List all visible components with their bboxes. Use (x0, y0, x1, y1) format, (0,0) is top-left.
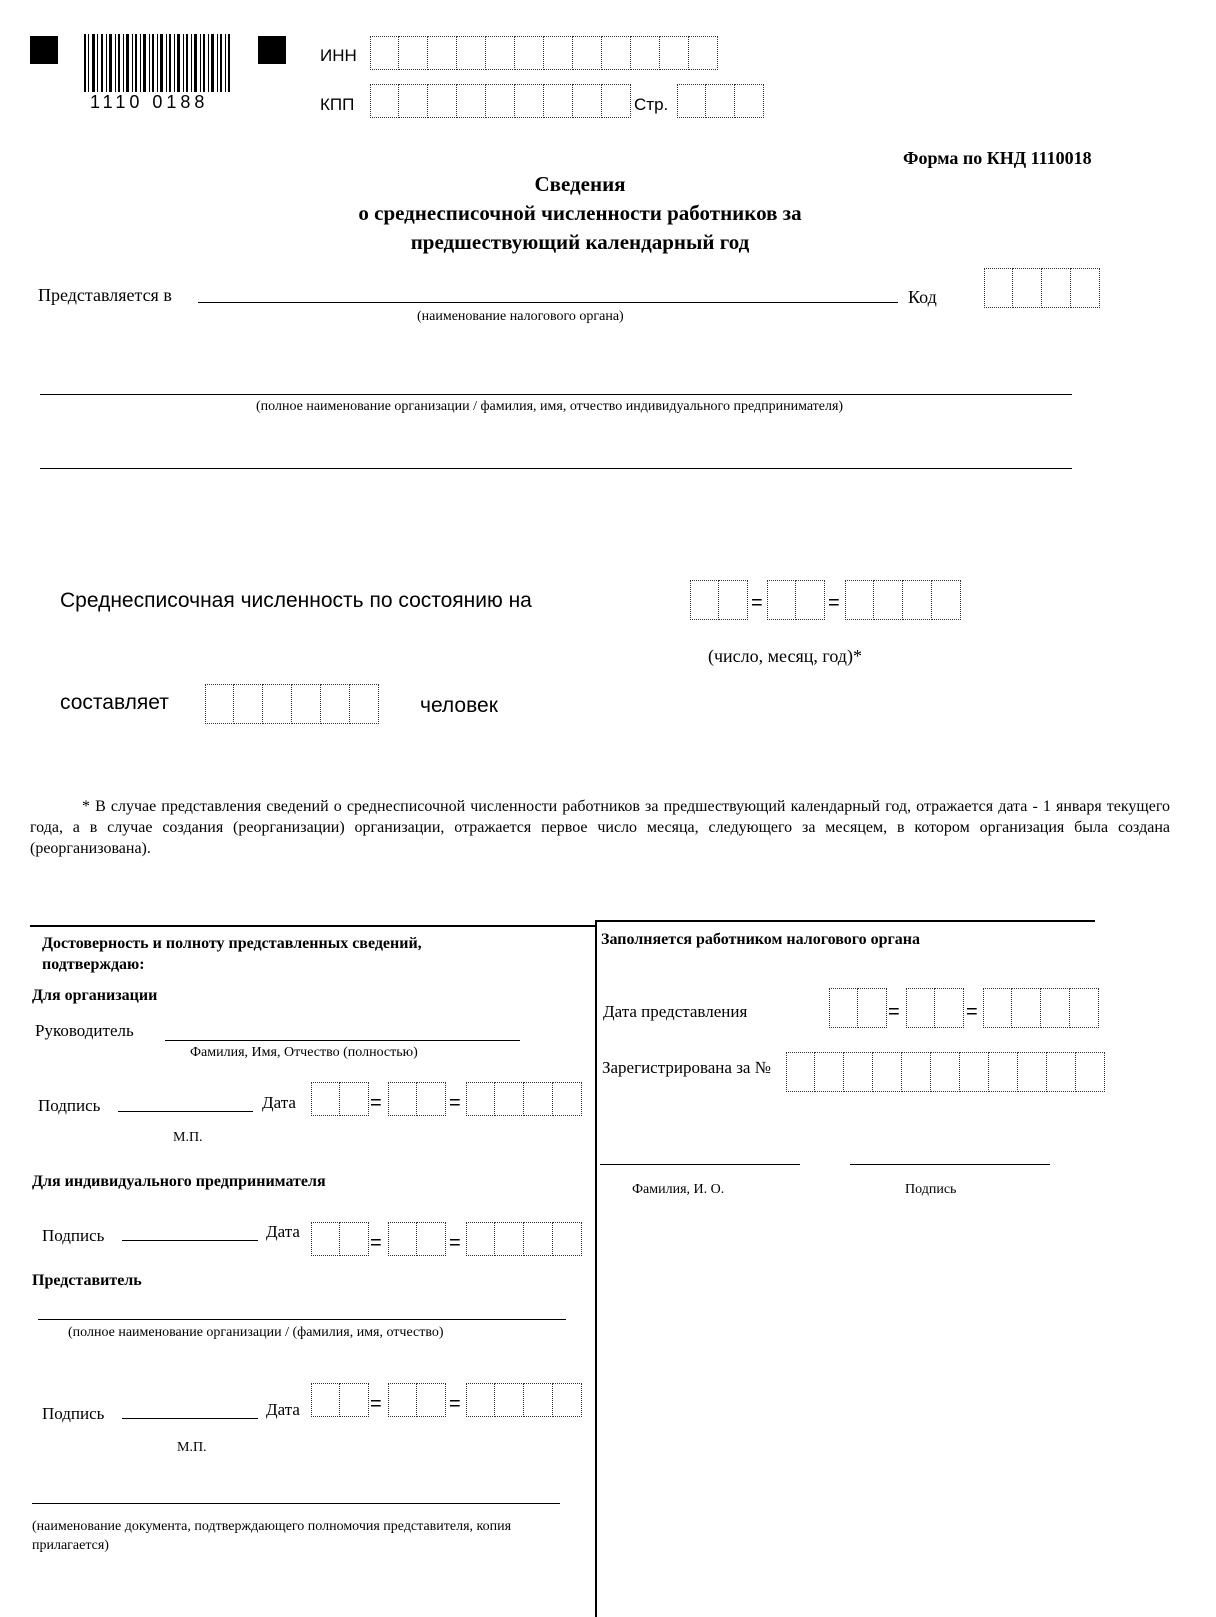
date-separator: = (828, 592, 840, 614)
inn-label: ИНН (320, 46, 357, 65)
date-separator: = (370, 1393, 382, 1415)
headcount-day-cells[interactable] (690, 580, 748, 620)
headcount-amount-cells[interactable] (205, 684, 379, 724)
stamp-placeholder: М.П. (173, 1130, 203, 1145)
code-label: Код (908, 287, 937, 307)
corner-marker-left (30, 36, 58, 64)
date-separator: = (449, 1232, 461, 1254)
org-year-cells[interactable] (466, 1082, 582, 1116)
ip-year-cells[interactable] (466, 1222, 582, 1256)
tax-authority-field[interactable] (198, 302, 898, 303)
amount-label: составляет (60, 691, 169, 714)
date-separator: = (370, 1092, 382, 1114)
date-separator: = (966, 1001, 978, 1023)
form-title (280, 170, 880, 257)
corner-marker-right (258, 36, 286, 64)
registered-label: Зарегистрирована за № (602, 1058, 771, 1077)
org-name-field-1[interactable] (40, 394, 1072, 395)
title-line-2: о среднесписочной численности работников за (358, 201, 802, 225)
tax-office-heading: Заполняется работником налогового органа (601, 931, 920, 948)
fio-caption: Фамилия, Имя, Отчество (полностью) (190, 1045, 418, 1060)
org-name-field-2[interactable] (40, 468, 1072, 469)
title-line-3: предшествующий календарный год (410, 230, 750, 254)
org-date-label: Дата (262, 1093, 296, 1112)
date-separator: = (449, 1393, 461, 1415)
barcode (84, 34, 232, 92)
rep-caption: (полное наименование организации / (фамилия, имя, отчество) (68, 1325, 444, 1340)
kpp-label: КПП (320, 95, 355, 114)
rep-date-label: Дата (266, 1400, 300, 1419)
stamp-placeholder: М.П. (177, 1440, 207, 1455)
org-signature-label: Подпись (38, 1096, 101, 1115)
org-month-cells[interactable] (388, 1082, 446, 1116)
headcount-month-cells[interactable] (767, 580, 825, 620)
date-separator: = (370, 1232, 382, 1254)
for-ip-heading: Для индивидуального предпринимателя (32, 1173, 326, 1190)
form-code: Форма по КНД 1110018 (903, 148, 1092, 168)
rep-signature-field[interactable] (122, 1418, 258, 1419)
headcount-year-cells[interactable] (845, 580, 961, 620)
registration-number-cells[interactable] (786, 1052, 1105, 1092)
page-label: Стр. (634, 95, 669, 114)
page-cells[interactable] (677, 84, 764, 118)
ip-signature-field[interactable] (122, 1240, 258, 1241)
tax-officer-signature-caption: Подпись (905, 1182, 957, 1197)
rep-day-cells[interactable] (311, 1383, 369, 1417)
section-divider-left (30, 925, 595, 927)
headcount-as-of-label: Среднесписочная численность по состоянию на (60, 589, 532, 612)
rep-name-field[interactable] (38, 1319, 566, 1320)
rep-month-cells[interactable] (388, 1383, 446, 1417)
confirmation-heading: Достоверность и полноту представленных сведений, подтверждаю: (42, 935, 422, 973)
date-separator: = (449, 1092, 461, 1114)
tax-code-cells[interactable] (984, 268, 1100, 308)
tax-officer-name-field[interactable] (600, 1164, 800, 1165)
title-line-1: Сведения (534, 172, 626, 196)
head-name-field[interactable] (165, 1040, 520, 1041)
org-name-caption: (полное наименование организации / фамилия, имя, отчество индивидуального предпринимателя) (256, 399, 844, 414)
kpp-cells[interactable] (370, 84, 631, 118)
barcode-number: 1110 0188 (90, 92, 209, 112)
authority-doc-caption: (наименование документа, подтверждающего полномочия представителя, копия прилагается) (32, 1519, 512, 1553)
ip-day-cells[interactable] (311, 1222, 369, 1256)
rep-year-cells[interactable] (466, 1383, 582, 1417)
date-caption: (число, месяц, год)* (708, 646, 862, 666)
rep-signature-label: Подпись (42, 1404, 105, 1423)
date-separator: = (888, 1001, 900, 1023)
section-vertical-divider (595, 922, 597, 1617)
tax-officer-signature-field[interactable] (850, 1164, 1050, 1165)
submission-month-cells[interactable] (906, 988, 964, 1028)
org-signature-field[interactable] (118, 1111, 253, 1112)
submission-date-label: Дата представления (603, 1002, 748, 1021)
date-separator: = (751, 592, 763, 614)
tax-officer-fio-caption: Фамилия, И. О. (632, 1182, 725, 1197)
persons-label: человек (420, 694, 498, 717)
section-divider-right (595, 920, 1095, 922)
submission-year-cells[interactable] (983, 988, 1099, 1028)
ip-signature-label: Подпись (42, 1226, 105, 1245)
org-day-cells[interactable] (311, 1082, 369, 1116)
head-label: Руководитель (35, 1021, 134, 1040)
ip-date-label: Дата (266, 1222, 300, 1241)
for-org-heading: Для организации (32, 987, 158, 1004)
submission-day-cells[interactable] (829, 988, 887, 1028)
footnote: * В случае представления сведений о среднесписочной численности работников за предшествующий календарный год, отражается дата - 1 января текущего года, а в случае создания (реорганизации) организации, отражается первое число месяца, следующего за месяцем, в котором организация была создана (реорганизована). (30, 798, 1170, 857)
tax-authority-caption: (наименование налогового органа) (417, 309, 624, 324)
inn-cells[interactable] (370, 36, 718, 70)
ip-month-cells[interactable] (388, 1222, 446, 1256)
presented-to-label: Представляется в (38, 285, 172, 305)
authority-doc-field[interactable] (32, 1503, 560, 1504)
representative-heading: Представитель (32, 1272, 142, 1289)
